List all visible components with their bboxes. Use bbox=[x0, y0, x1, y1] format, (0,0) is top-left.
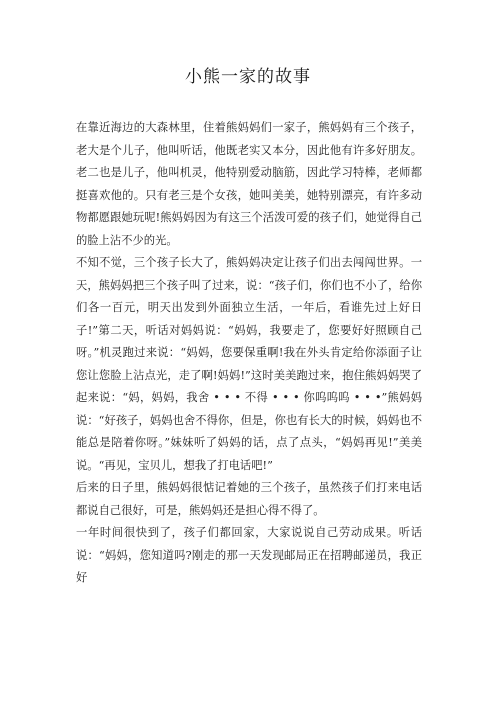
paragraph: 一年时间很快到了，孩子们都回家，大家说说自己劳动成果。听话说：“妈妈，您知道吗?刚走的那一天发现邮局正在招聘邮递员，我正好 bbox=[76, 526, 422, 584]
paragraph: 不知不觉，三个孩子长大了，熊妈妈决定让孩子们出去闯闯世界。一天，熊妈妈把三个孩子叫了过来，说：“孩子们，你们也不小了，给你们各一百元，明天出发到外面独立生活，一年后，看谁先过上好日子!”第二天，听话对妈妈说：“妈妈，我要走了，您要好好照顾自己呀。”机灵跑过来说：“妈妈，您要保重啊!我在外头肯定给你添面子让您让您脸上沾点光，走了啊!妈妈!”这时美美跑过来，抱住熊妈妈哭了起来说：“妈，妈妈，我舍 • • • 不得 • • • 你呜呜呜 • • •”熊妈妈说：“好孩子，妈妈也舍不得你，但是，你也有长大的时候，妈妈也不能总是陪着你呀。”妹妹听了妈妈的话，点了点头，“妈妈再见!”美美说。“再见，宝贝儿，想我了打电话吧!” bbox=[76, 256, 422, 472]
document-title: 小熊一家的故事 bbox=[185, 67, 311, 87]
document-body bbox=[76, 117, 422, 590]
paragraph: 在靠近海边的大森林里，住着熊妈妈们一家子，熊妈妈有三个孩子，老大是个儿子，他叫听话，他既老实又本分，因此他有许多好朋友。老二也是儿子，他叫机灵，他特别爱动脑筋，因此学习特棒，老师都挺喜欢他的。只有老三是个女孩，她叫美美，她特别漂亮，有许多动物都愿跟她玩呢!熊妈妈因为有这三个活泼可爱的孩子们，她觉得自己的脸上沾不少的光。 bbox=[76, 121, 422, 247]
paragraph: 后来的日子里，熊妈妈很惦记着她的三个孩子，虽然孩子们打来电话都说自己很好，可是，熊妈妈还是担心得不得了。 bbox=[76, 481, 422, 517]
